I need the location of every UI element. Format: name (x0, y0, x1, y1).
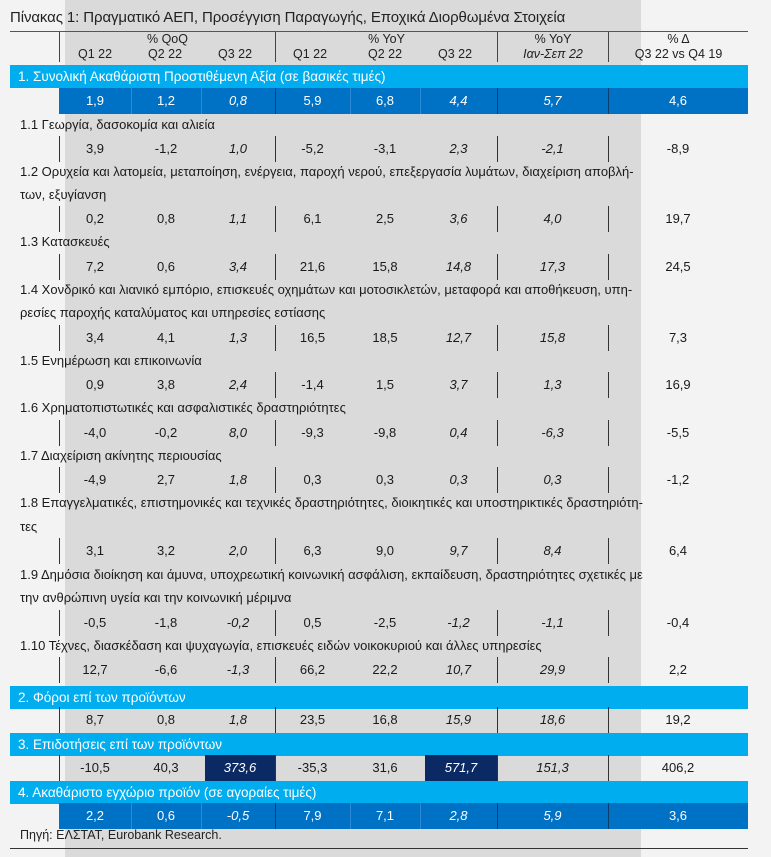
subsector-label: 1.6 Χρηματοπιστωτικές και ασφαλιστικές δραστηριότητες (20, 400, 346, 415)
value-cell: 0,8 (156, 211, 176, 226)
group-header-delta: % Δ (667, 32, 690, 46)
col-header: Q1 22 (77, 47, 113, 61)
col-header: Q3 22 vs Q4 19 (634, 47, 723, 61)
value-cell: 8,7 (85, 712, 105, 727)
value-cell: -1,2 (666, 472, 690, 487)
value-cell: -9,3 (301, 425, 324, 440)
value-cell: 3,4 (228, 259, 248, 274)
value-cell: -5,2 (301, 141, 324, 156)
value-cell: 18,5 (372, 330, 398, 345)
highlighted-value-cell: 373,6 (205, 755, 275, 781)
subsector-label: 1.7 Διαχείριση ακίνητης περιουσίας (20, 448, 222, 463)
value-cell: -0,2 (226, 615, 250, 630)
value-cell: 19,7 (665, 211, 691, 226)
value-cell: 2,4 (228, 377, 248, 392)
value-cell: 1,3 (543, 377, 562, 392)
subsector-row (59, 538, 748, 564)
col-header: Ιαν-Σεπ 22 (523, 47, 583, 61)
value-cell: 0,9 (85, 377, 105, 392)
value-cell: 0,6 (156, 259, 176, 274)
value-cell: 7,9 (303, 808, 322, 823)
value-cell: 7,1 (375, 808, 395, 823)
col-header: Q2 22 (367, 47, 403, 61)
value-cell: 66,2 (299, 662, 326, 677)
value-cell: -8,9 (666, 141, 690, 156)
value-cell: 14,8 (445, 259, 472, 274)
value-cell: -0,5 (83, 615, 107, 630)
value-cell: 6,3 (303, 543, 322, 558)
value-cell: 29,9 (539, 662, 566, 677)
value-cell: 9,7 (449, 543, 468, 558)
value-cell: 18,6 (539, 712, 566, 727)
value-cell: 0,3 (303, 472, 322, 487)
value-cell: 19,2 (665, 712, 691, 727)
value-cell: 1,0 (228, 141, 248, 156)
subsector-label: 1.3 Κατασκευές (20, 234, 110, 249)
value-cell: -6,3 (541, 425, 564, 440)
value-cell: 0,6 (156, 808, 176, 823)
col-header: Q2 22 (147, 47, 183, 61)
section-header-taxes: 2. Φόροι επί των προϊόντων (10, 686, 748, 709)
subsector-row (59, 420, 748, 446)
highlighted-value-cell: 571,7 (425, 755, 497, 781)
value-cell: 5,7 (543, 93, 562, 108)
value-cell: 6,4 (668, 543, 688, 558)
group-header-yoy: % YoY (368, 32, 405, 46)
value-cell: 0,5 (303, 615, 322, 630)
value-cell: 3,8 (156, 377, 176, 392)
total-row-gva (59, 88, 748, 114)
value-cell: 23,5 (299, 712, 326, 727)
value-cell: 4,0 (543, 211, 562, 226)
value-cell: 3,9 (85, 141, 105, 156)
value-cell: -1,1 (541, 615, 564, 630)
value-cell: -0,2 (154, 425, 178, 440)
value-cell: 1,8 (228, 712, 248, 727)
value-cell: 2,0 (228, 543, 248, 558)
value-cell: 3,6 (449, 211, 468, 226)
subsector-label: 1.10 Τέχνες, διασκέδαση και ψυχαγωγία, επισκευές ειδών νοικοκυριού και άλλες υπηρεσίες (20, 638, 542, 653)
subsector-label-cont: την ανθρώπινη υγεία και την κοινωνική μέριμνα (20, 590, 292, 605)
value-cell: 8,4 (543, 543, 562, 558)
value-cell: 10,7 (445, 662, 472, 677)
subsector-label: 1.9 Δημόσια διοίκηση και άμυνα, υποχρεωτική κοινωνική ασφάλιση, εκπαίδευση, δραστηριότητες σχετικές με (20, 567, 643, 582)
value-cell: 3,1 (85, 543, 105, 558)
value-cell: 0,4 (449, 425, 468, 440)
subsector-label: 1.4 Χονδρικό και λιανικό εμπόριο, επισκευές οχημάτων και μοτοσικλετών, μεταφορά και αποθήκευση, υπη- (20, 282, 633, 297)
value-cell: 16,8 (372, 712, 398, 727)
total-row-gdp (59, 803, 748, 829)
value-cell: 24,5 (665, 259, 691, 274)
value-cell: 7,2 (85, 259, 105, 274)
group-header-qoq: % QoQ (147, 32, 188, 46)
value-cell: 15,9 (445, 712, 472, 727)
value-cell: -0,5 (226, 808, 250, 823)
value-cell: 3,6 (668, 808, 688, 823)
value-cell: 12,7 (82, 662, 108, 677)
value-cell: 6,8 (375, 93, 395, 108)
value-cell: 0,2 (85, 211, 105, 226)
subsector-label: 1.1 Γεωργία, δασοκομία και αλιεία (20, 117, 215, 132)
table-title: Πίνακας 1: Πραγματικό ΑΕΠ, Προσέγγιση Παραγωγής, Εποχικά Διορθωμένα Στοιχεία (10, 9, 566, 26)
value-cell: 2,2 (668, 662, 688, 677)
value-cell: 3,2 (156, 543, 176, 558)
value-cell: 3,7 (449, 377, 468, 392)
value-cell: -5,5 (666, 425, 690, 440)
bottom-rule (10, 848, 748, 849)
col-header: Q1 22 (292, 47, 328, 61)
subsector-label: 1.2 Ορυχεία και λατομεία, μεταποίηση, ενέργεια, παροχή νερού, επεξεργασία λυμάτων, διαχείριση αποβλή- (20, 164, 634, 179)
subsector-row (59, 467, 748, 493)
value-cell: 151,3 (536, 760, 569, 775)
value-cell: 4,1 (156, 330, 176, 345)
group-header-yoy-ytd: % YoY (534, 32, 572, 46)
subsector-row (59, 610, 748, 636)
value-cell: 6,1 (303, 211, 322, 226)
value-cell: 15,8 (539, 330, 566, 345)
section-header-subsidies: 3. Επιδοτήσεις επί των προϊόντων (10, 733, 748, 756)
col-header: Q3 22 (217, 47, 253, 61)
value-cell: 1,9 (85, 93, 105, 108)
section-header-gdp: 4. Ακαθάριστο εγχώριο προϊόν (σε αγοραίες τιμές) (10, 781, 748, 804)
value-cell: 21,6 (299, 259, 326, 274)
value-cell: 0,8 (228, 93, 248, 108)
value-cell: 12,7 (445, 330, 472, 345)
value-cell: -9,8 (373, 425, 397, 440)
value-cell: 40,3 (153, 760, 179, 775)
value-cell: 1,3 (228, 330, 248, 345)
value-cell: -35,3 (297, 760, 328, 775)
value-cell: 2,2 (85, 808, 105, 823)
value-cell: -1,8 (154, 615, 178, 630)
value-cell: -4,0 (83, 425, 107, 440)
value-cell: -1,2 (154, 141, 178, 156)
value-cell: 4,6 (668, 93, 688, 108)
value-cell: 0,8 (156, 712, 176, 727)
value-cell: 16,9 (665, 377, 691, 392)
value-cell: -10,5 (80, 760, 110, 775)
value-cell: 22,2 (372, 662, 398, 677)
subsector-label: 1.8 Επαγγελματικές, επιστημονικές και τεχνικές δραστηριότητες, διοικητικές και υποστηρικτικές δραστηριότη- (20, 495, 643, 510)
value-cell: 406,2 (661, 760, 695, 775)
value-cell: 2,8 (449, 808, 468, 823)
value-cell: 17,3 (539, 259, 566, 274)
section-header-gva: 1. Συνολική Ακαθάριστη Προστιθέμενη Αξία (σε βασικές τιμές) (10, 65, 748, 88)
value-cell: -4,9 (83, 472, 107, 487)
value-cell: 31,6 (372, 760, 398, 775)
value-cell: 1,1 (228, 211, 248, 226)
value-cell: -3,1 (373, 141, 397, 156)
subsector-row (59, 254, 748, 280)
value-cell: 0,3 (375, 472, 395, 487)
value-cell: 0,3 (449, 472, 468, 487)
value-cell: 2,5 (375, 211, 395, 226)
value-cell: 15,8 (372, 259, 398, 274)
value-cell: 8,0 (228, 425, 248, 440)
subsector-row (59, 372, 748, 398)
subsector-row (59, 657, 748, 683)
value-cell: 2,3 (449, 141, 468, 156)
subsector-label-cont: ρεσίες παροχής καταλύματος και υπηρεσίες εστίασης (20, 305, 326, 320)
value-cell: 9,0 (375, 543, 395, 558)
value-cell: 1,8 (228, 472, 248, 487)
value-cell: -0,4 (666, 615, 690, 630)
value-cell: -1,4 (301, 377, 324, 392)
value-cell: -2,1 (541, 141, 564, 156)
value-cell: -1,3 (226, 662, 250, 677)
subsector-label-cont: τες (20, 519, 38, 534)
value-cell: 4,4 (449, 93, 468, 108)
value-cell: 5,9 (543, 808, 562, 823)
value-cell: 1,5 (375, 377, 395, 392)
value-cell: 7,3 (668, 330, 688, 345)
value-cell: 16,5 (299, 330, 326, 345)
subsector-label: 1.5 Ενημέρωση και επικοινωνία (20, 353, 202, 368)
subsector-row (59, 206, 748, 232)
value-cell: 5,9 (303, 93, 322, 108)
section-row-taxes (59, 707, 748, 733)
section-row-subsidies (59, 755, 748, 781)
value-cell: -6,6 (154, 662, 178, 677)
value-cell: -1,2 (447, 615, 470, 630)
value-cell: 1,2 (156, 93, 176, 108)
col-header: Q3 22 (437, 47, 473, 61)
value-cell: 2,7 (156, 472, 176, 487)
value-cell: -2,5 (373, 615, 397, 630)
value-cell: 3,4 (85, 330, 105, 345)
source-note: Πηγή: ΕΛΣΤΑΤ, Eurobank Research. (20, 828, 222, 842)
subsector-label-cont: των, εξυγίανση (20, 187, 107, 202)
value-cell: 0,3 (543, 472, 562, 487)
subsector-row (59, 325, 748, 351)
subsector-row (59, 136, 748, 162)
